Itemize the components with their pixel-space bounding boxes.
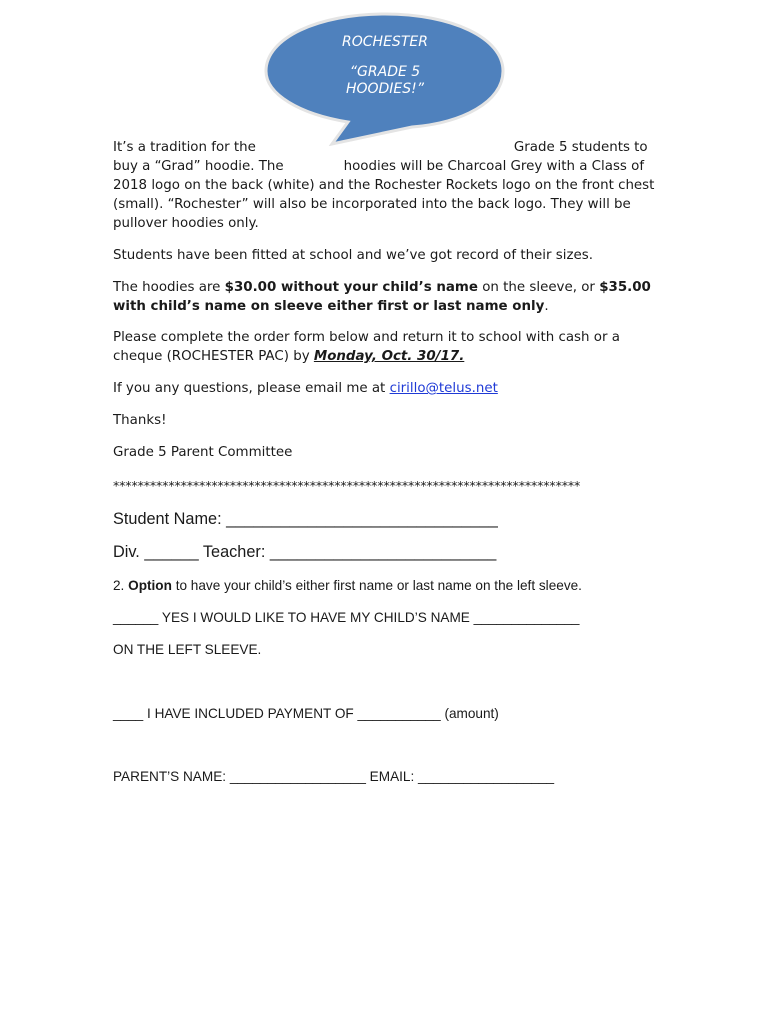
price-line-1 bbox=[113, 278, 651, 297]
yes-name-checkline[interactable]: ______ YES I WOULD LIKE TO HAVE MY CHILD’S NAME ______________ bbox=[113, 610, 580, 625]
option-label: Option bbox=[128, 578, 172, 593]
parent-email-line[interactable]: PARENT’S NAME: __________________ EMAIL: __________________ bbox=[113, 769, 555, 784]
intro-text: It’s a tradition for the bbox=[113, 140, 256, 155]
fitted-paragraph: Students have been fitted at school and we’ve got record of their sizes. bbox=[113, 248, 593, 263]
speech-bubble bbox=[262, 10, 508, 146]
signature-text: Grade 5 Parent Committee bbox=[113, 445, 293, 460]
payment-line[interactable]: ____ I HAVE INCLUDED PAYMENT OF ___________ (amount) bbox=[113, 706, 499, 721]
intro-text: hoodies will be Charcoal Grey with a Class of bbox=[343, 159, 645, 174]
intro-text: Grade 5 students to bbox=[513, 140, 648, 155]
option-line bbox=[113, 576, 582, 595]
price-line-2 bbox=[113, 297, 549, 316]
intro-line-2 bbox=[113, 157, 644, 176]
bubble-subtitle-line2: HOODIES!” bbox=[345, 81, 425, 97]
email-link[interactable]: cirillo@telus.net bbox=[389, 381, 498, 396]
questions-line bbox=[113, 379, 498, 398]
bubble-title: ROCHESTER bbox=[342, 34, 428, 50]
intro-line-3: 2018 logo on the back (white) and the Rochester Rockets logo on the front chest bbox=[113, 178, 655, 193]
price-text: The hoodies are bbox=[113, 280, 225, 295]
option-text: to have your child’s either first name or last name on the left sleeve. bbox=[171, 578, 582, 593]
intro-text: buy a “Grad” hoodie. The bbox=[113, 159, 284, 174]
price-without-name: $30.00 without your child’s name bbox=[224, 280, 478, 295]
intro-line-1 bbox=[113, 138, 648, 157]
bubble-text bbox=[262, 34, 508, 98]
bubble-subtitle-line1: “GRADE 5 bbox=[349, 64, 421, 80]
left-sleeve-text: ON THE LEFT SLEEVE. bbox=[113, 642, 262, 657]
intro-line-5: pullover hoodies only. bbox=[113, 216, 259, 231]
option-number: 2. bbox=[113, 578, 129, 593]
price-text: on the sleeve, or bbox=[477, 280, 600, 295]
intro-line-4: (small). “Rochester” will also be incorporated into the back logo. They will be bbox=[113, 197, 631, 212]
period: . bbox=[544, 299, 549, 314]
order-line-2 bbox=[113, 347, 464, 366]
price-with-name-detail: with child’s name on sleeve either first or last name only bbox=[113, 299, 545, 314]
order-text: cheque (ROCHESTER PAC) by bbox=[113, 349, 314, 364]
price-with-name: $35.00 bbox=[599, 280, 651, 295]
separator-line: **************************************************************************** bbox=[113, 478, 581, 493]
deadline-date: Monday, Oct. 30/17. bbox=[313, 349, 465, 364]
order-line-1: Please complete the order form below and return it to school with cash or a bbox=[113, 330, 620, 345]
div-teacher-field[interactable]: Div. ______ Teacher: _________________________ bbox=[113, 543, 497, 561]
questions-text: If you any questions, please email me at bbox=[113, 381, 390, 396]
thanks-text: Thanks! bbox=[113, 413, 167, 428]
student-name-field[interactable]: Student Name: ______________________________ bbox=[113, 510, 498, 528]
